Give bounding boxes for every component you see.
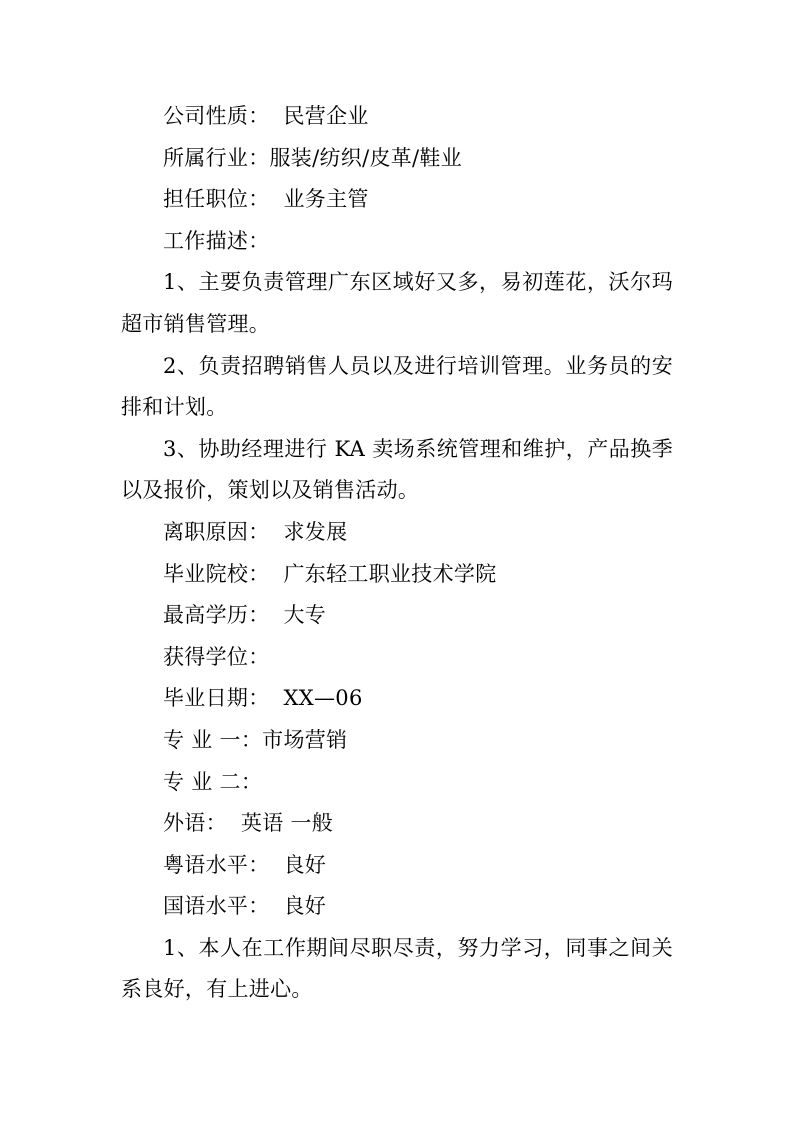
major1-row (121, 720, 673, 762)
duty-paragraph-3: 3、协助经理进行 KA 卖场系统管理和维护，产品换季以及报价，策划以及销售活动。 (121, 436, 673, 503)
position-value: 业务主管 (283, 187, 369, 212)
duty-paragraph-2: 2、负责招聘销售人员以及进行培训管理。业务员的安排和计划。 (121, 353, 673, 420)
mandarin-label: 国语水平： (163, 894, 270, 919)
leave-reason-row (121, 512, 673, 554)
position-row (121, 179, 673, 221)
education-row (121, 595, 673, 637)
education-label: 最高学历： (163, 603, 270, 628)
foreign-lang-row (121, 803, 673, 845)
industry-row (121, 138, 673, 180)
cantonese-value: 良好 (283, 852, 327, 877)
foreign-lang-label: 外语： (163, 811, 227, 836)
school-value: 广东轻工职业技术学院 (283, 561, 497, 586)
leave-reason-label: 离职原因： (163, 519, 270, 544)
school-label: 毕业院校： (163, 561, 270, 586)
industry-label: 所属行业： (163, 145, 270, 170)
duty-paragraph-1: 1、主要负责管理广东区域好又多，易初莲花，沃尔玛超市销售管理。 (121, 270, 673, 336)
mandarin-value: 良好 (283, 894, 327, 919)
position-label: 担任职位： (163, 187, 270, 212)
document-body (121, 96, 673, 1011)
foreign-lang-value: 英语 一般 (240, 811, 334, 836)
job-desc-row (121, 221, 673, 263)
self-evaluation-paragraph: 1、本人在工作期间尽职尽责，努力学习，同事之间关系良好，有上进心。 (121, 935, 673, 1002)
industry-value: 服装/纺织/皮革/鞋业 (269, 145, 463, 170)
degree-label: 获得学位： (163, 644, 270, 669)
company-type-label: 公司性质： (163, 104, 270, 128)
job-desc-label: 工作描述： (163, 228, 270, 253)
grad-date-row (121, 678, 673, 720)
grad-date-value: XX—06 (283, 686, 363, 711)
major2-label: 专 业 二： (163, 769, 263, 794)
major2-row (121, 762, 673, 804)
major1-label: 专 业 一： (163, 727, 263, 752)
major1-value: 市场营销 (262, 727, 348, 752)
cantonese-label: 粤语水平： (163, 852, 270, 877)
cantonese-row (121, 845, 673, 887)
leave-reason-value: 求发展 (283, 519, 348, 544)
education-value: 大专 (283, 603, 327, 628)
mandarin-row (121, 886, 673, 928)
grad-date-label: 毕业日期： (163, 686, 270, 711)
company-type-value: 民营企业 (283, 104, 369, 128)
company-type-row (121, 96, 673, 138)
school-row (121, 554, 673, 596)
degree-row (121, 637, 673, 679)
